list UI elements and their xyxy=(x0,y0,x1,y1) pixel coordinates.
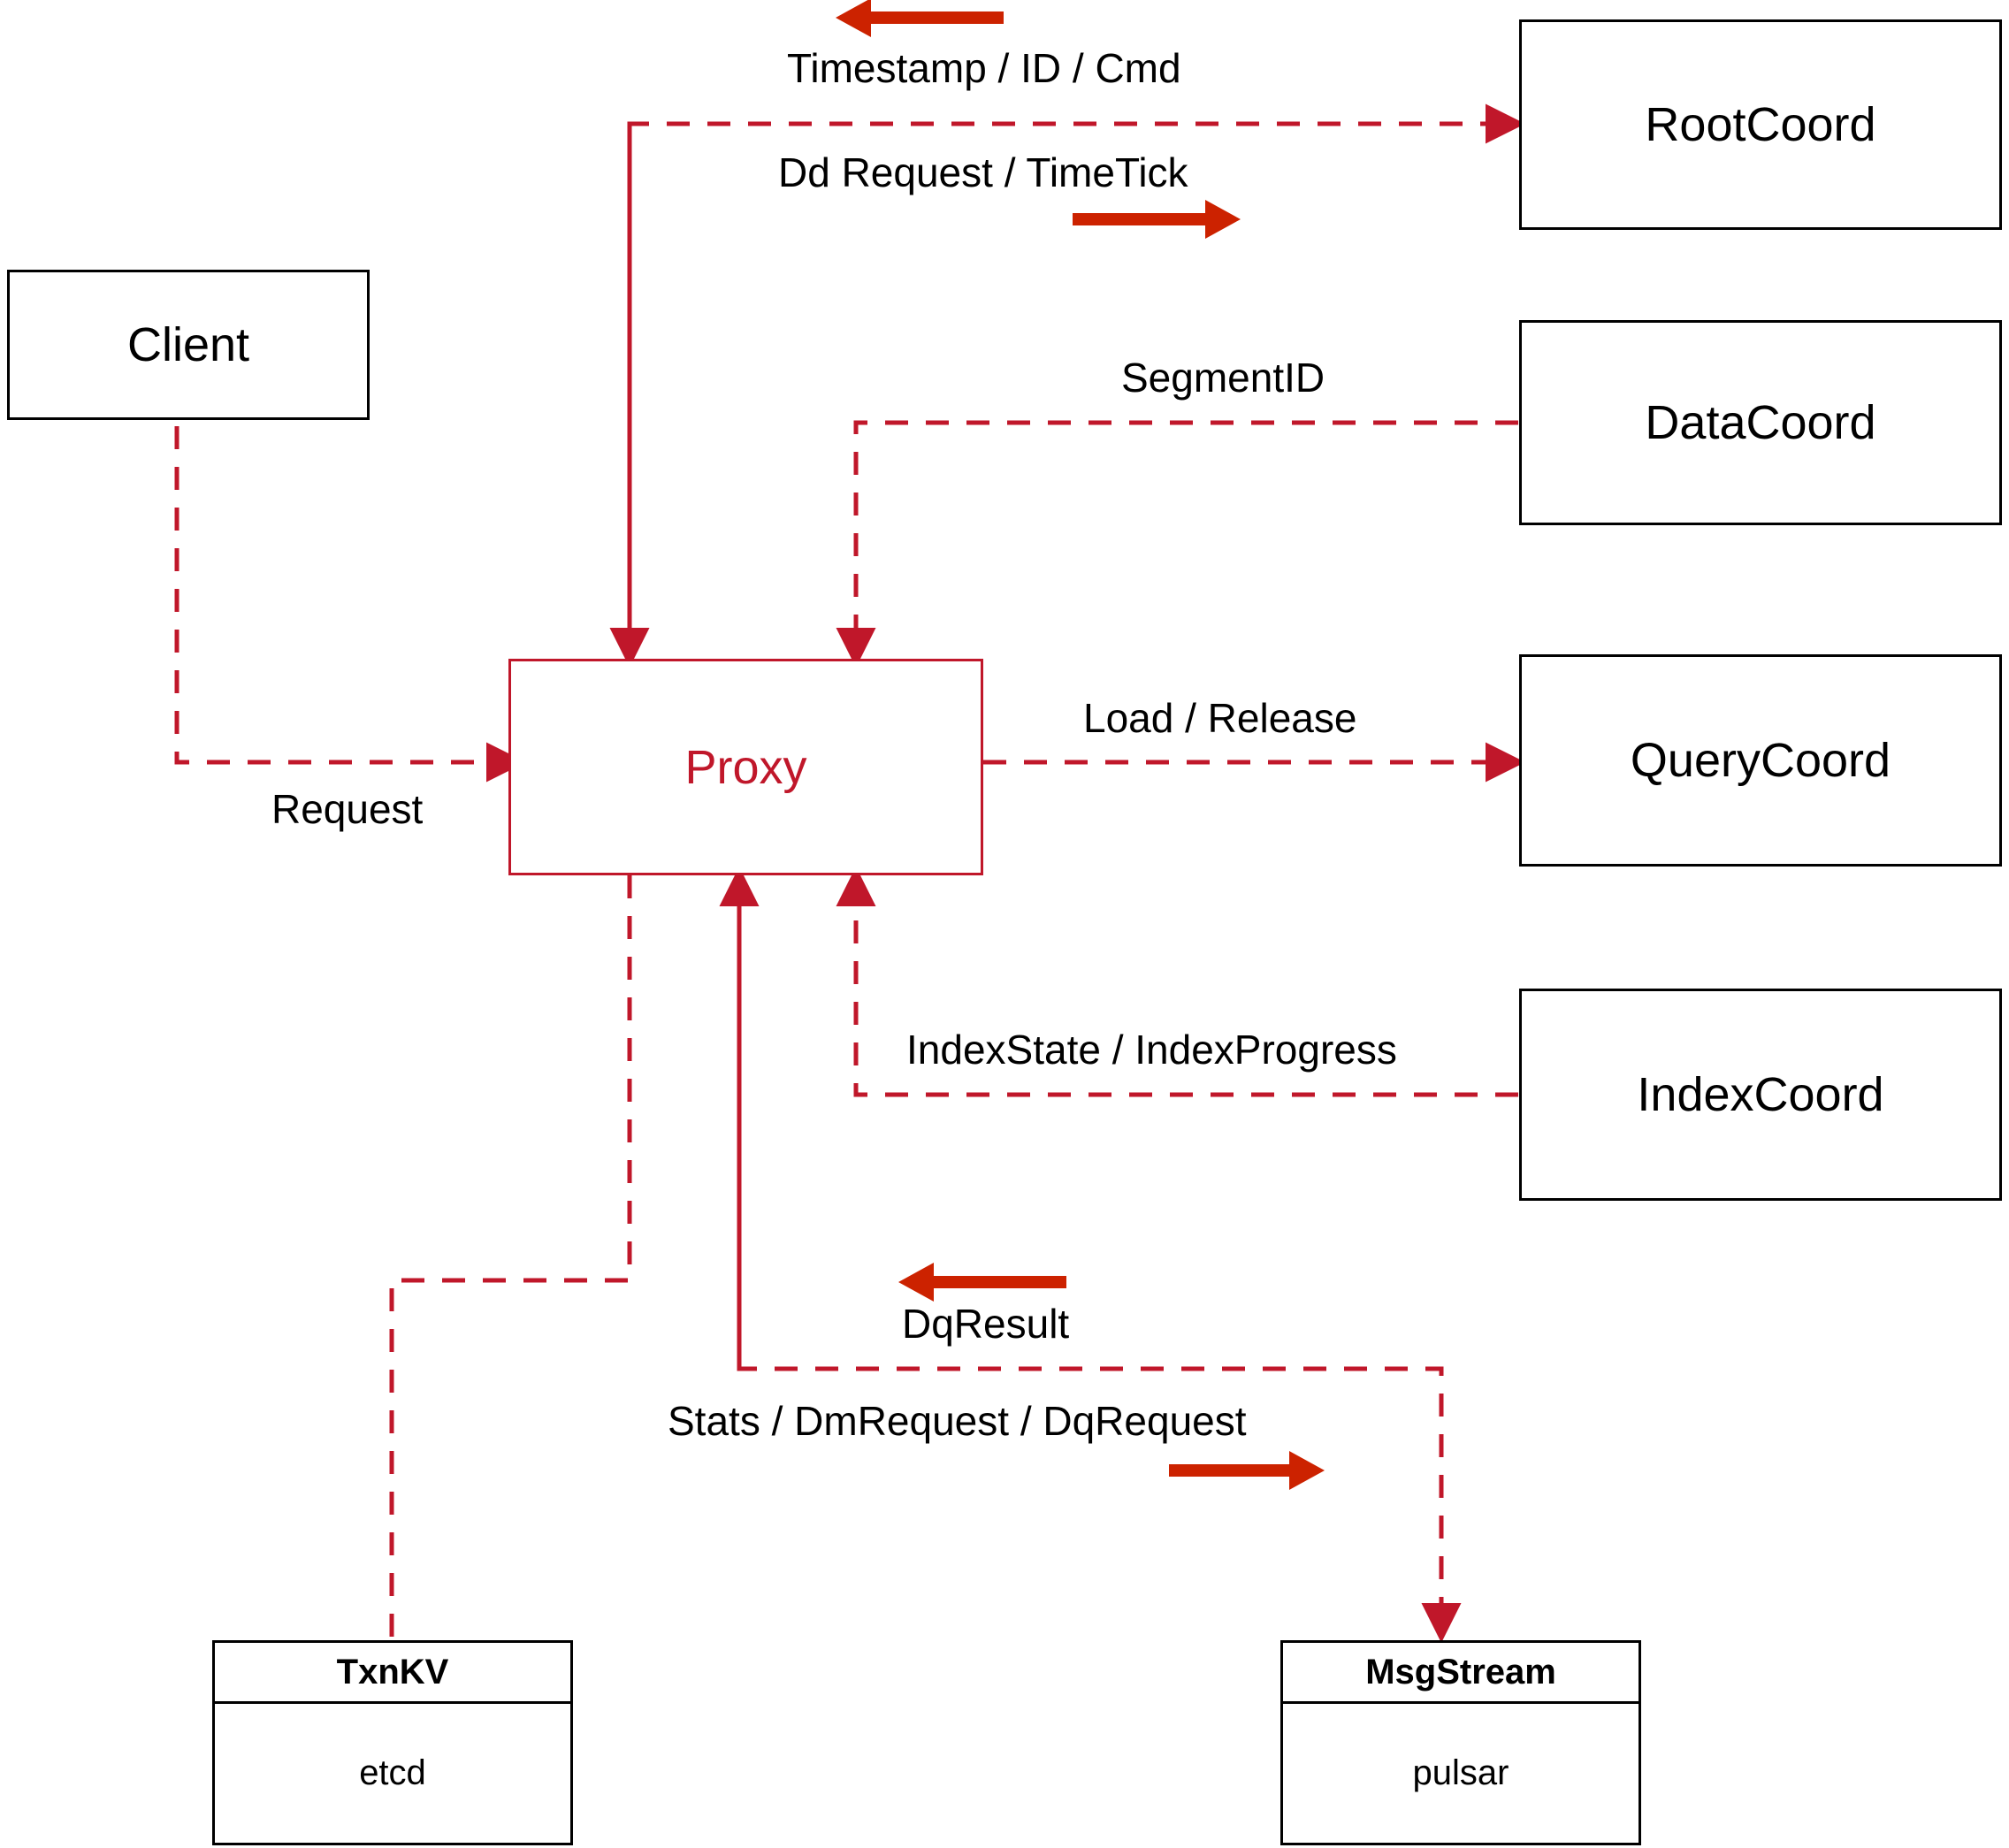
edge-label-dqresult: DqResult xyxy=(902,1301,1070,1347)
store-msgstream-title: MsgStream xyxy=(1283,1643,1639,1704)
store-txnkv[interactable] xyxy=(212,1640,573,1845)
edge-label-load-release: Load / Release xyxy=(1083,695,1357,741)
direction-arrow-dqresult-left xyxy=(898,1263,1066,1302)
node-rootcoord[interactable] xyxy=(1519,19,2002,230)
node-indexcoord-label: IndexCoord xyxy=(1637,1068,1884,1121)
direction-arrow-ddrequest-right xyxy=(1073,200,1241,239)
edge-proxy-to-msgstream xyxy=(739,875,1441,1634)
edge-label-stats-dmrequest-dqrequest: Stats / DmRequest / DqRequest xyxy=(668,1398,1247,1444)
node-datacoord-label: DataCoord xyxy=(1645,396,1876,449)
store-msgstream[interactable] xyxy=(1280,1640,1641,1845)
store-txnkv-body: etcd xyxy=(359,1753,426,1792)
node-client-label: Client xyxy=(126,318,250,371)
node-proxy-label: Proxy xyxy=(684,740,807,794)
edge-label-dd-request-timetick: Dd Request / TimeTick xyxy=(778,149,1188,195)
direction-arrow-dmrequest-right xyxy=(1169,1451,1325,1490)
direction-arrow-timestamp-left xyxy=(836,0,1004,37)
edge-proxy-to-txnkv xyxy=(392,875,630,1640)
edge-label-indexstate-indexprogress: IndexState / IndexProgress xyxy=(906,1027,1397,1073)
store-msgstream-body: pulsar xyxy=(1412,1753,1509,1792)
edge-proxy-to-rootcoord xyxy=(630,124,1516,656)
node-querycoord-label: QueryCoord xyxy=(1630,734,1891,787)
node-indexcoord[interactable] xyxy=(1519,989,2002,1201)
edge-label-segmentid: SegmentID xyxy=(1121,355,1325,401)
node-datacoord[interactable] xyxy=(1519,320,2002,525)
node-proxy[interactable] xyxy=(508,659,983,875)
edge-datacoord-to-proxy xyxy=(856,423,1518,659)
node-querycoord[interactable] xyxy=(1519,654,2002,867)
edge-label-request: Request xyxy=(271,786,424,832)
node-client[interactable] xyxy=(7,270,370,420)
node-rootcoord-label: RootCoord xyxy=(1645,98,1876,151)
edge-client-to-proxy xyxy=(177,426,517,762)
edge-label-timestamp-id-cmd: Timestamp / ID / Cmd xyxy=(787,45,1181,91)
store-txnkv-title: TxnKV xyxy=(215,1643,570,1704)
